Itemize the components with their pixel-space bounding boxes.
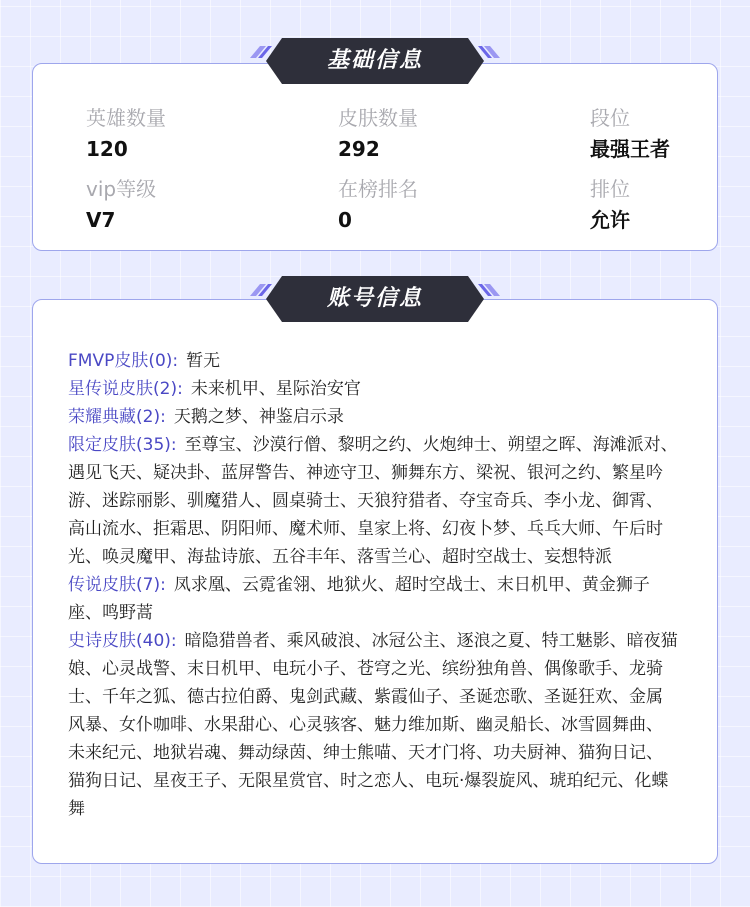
stat-label: vip等级 [86,177,157,201]
skin-category-label: 荣耀典藏(2) [68,407,161,427]
stat-label: 英雄数量 [86,106,166,130]
label-separator: : [160,575,166,595]
stat-value: 最强王者 [590,137,670,161]
skin-category-value: 暂无 [186,351,221,371]
skin-category-legend [68,571,678,627]
stat-hero-count [86,105,166,162]
account-info-banner [246,276,504,322]
skin-category-label: 传说皮肤(7) [68,575,161,595]
label-separator: : [160,407,166,427]
label-separator: : [170,435,177,455]
skin-category-label: FMVP皮肤(0) [68,351,173,371]
label-separator: : [170,631,177,651]
basic-info-title: 基础信息 [326,48,423,73]
stat-value: 120 [86,137,128,161]
stat-leaderboard-rank [338,176,418,233]
skin-category-label: 星传说皮肤(2) [68,379,178,399]
skin-category-value: 暗隐猎兽者、乘风破浪、冰冠公主、逐浪之夏、特工魅影、暗夜猫娘、心灵战警、末日机甲、电玩小子、苍穹之光、缤纷独角兽、偶像歌手、龙骑士、千年之狐、德古拉伯爵、鬼剑武藏、紫霞仙子、圣诞恋歌、圣诞狂欢、金属风暴、女仆咖啡、水果甜心、心灵骇客、魅力维加斯、幽灵船长、冰雪圆舞曲、未来纪元、地狱岩魂、舞动绿茵、绅士熊喵、天才门将、功夫厨神、猫狗日记、猫狗日记、星夜王子、无限星赏官、时之恋人、电玩·爆裂旋风、琥珀纪元、化蝶舞 [68,631,678,819]
stat-ranked-allowed [590,176,630,233]
stat-rank-tier [590,105,670,162]
stat-label: 排位 [590,177,630,201]
skin-category-epic [68,627,678,823]
skin-category-glory-collection [68,403,678,431]
stat-value: 292 [338,137,380,161]
account-info-title: 账号信息 [326,286,423,311]
skin-category-fmvp [68,347,678,375]
stat-label: 段位 [590,106,630,130]
skin-category-star-legend [68,375,678,403]
skin-category-label: 史诗皮肤(40) [68,631,171,651]
basic-info-banner [246,38,504,84]
skin-list [68,347,678,823]
stat-value: V7 [86,208,116,232]
label-separator: : [177,379,183,399]
stat-value: 允许 [590,208,630,232]
stat-label: 皮肤数量 [338,106,418,130]
stat-vip-level [86,176,156,233]
stat-value: 0 [338,208,352,232]
stat-label: 在榜排名 [338,177,418,201]
skin-category-value: 至尊宝、沙漠行僧、黎明之约、火炮绅士、朔望之晖、海滩派对、遇见飞天、疑决卦、蓝屏警告、神迹守卫、狮舞东方、梁祝、银河之约、繁星吟游、迷踪丽影、驯魔猎人、圆桌骑士、天狼狩猎者、夺宝奇兵、李小龙、御霄、高山流水、拒霜思、阴阳师、魔术师、皇家上将、幻夜卜梦、乓乓大师、午后时光、唤灵魔甲、海盐诗旅、五谷丰年、落雪兰心、超时空战士、妄想特派 [68,435,678,567]
skin-category-value: 未来机甲、星际治安官 [190,379,361,399]
label-separator: : [172,351,179,371]
skin-category-value: 凤求凰、云霓雀翎、地狱火、超时空战士、末日机甲、黄金狮子座、鸣野蒿 [68,575,650,623]
stat-skin-count [338,105,418,162]
skin-category-value: 天鹅之梦、神鉴启示录 [173,407,344,427]
skin-category-limited [68,431,678,571]
skin-category-label: 限定皮肤(35) [68,435,171,455]
